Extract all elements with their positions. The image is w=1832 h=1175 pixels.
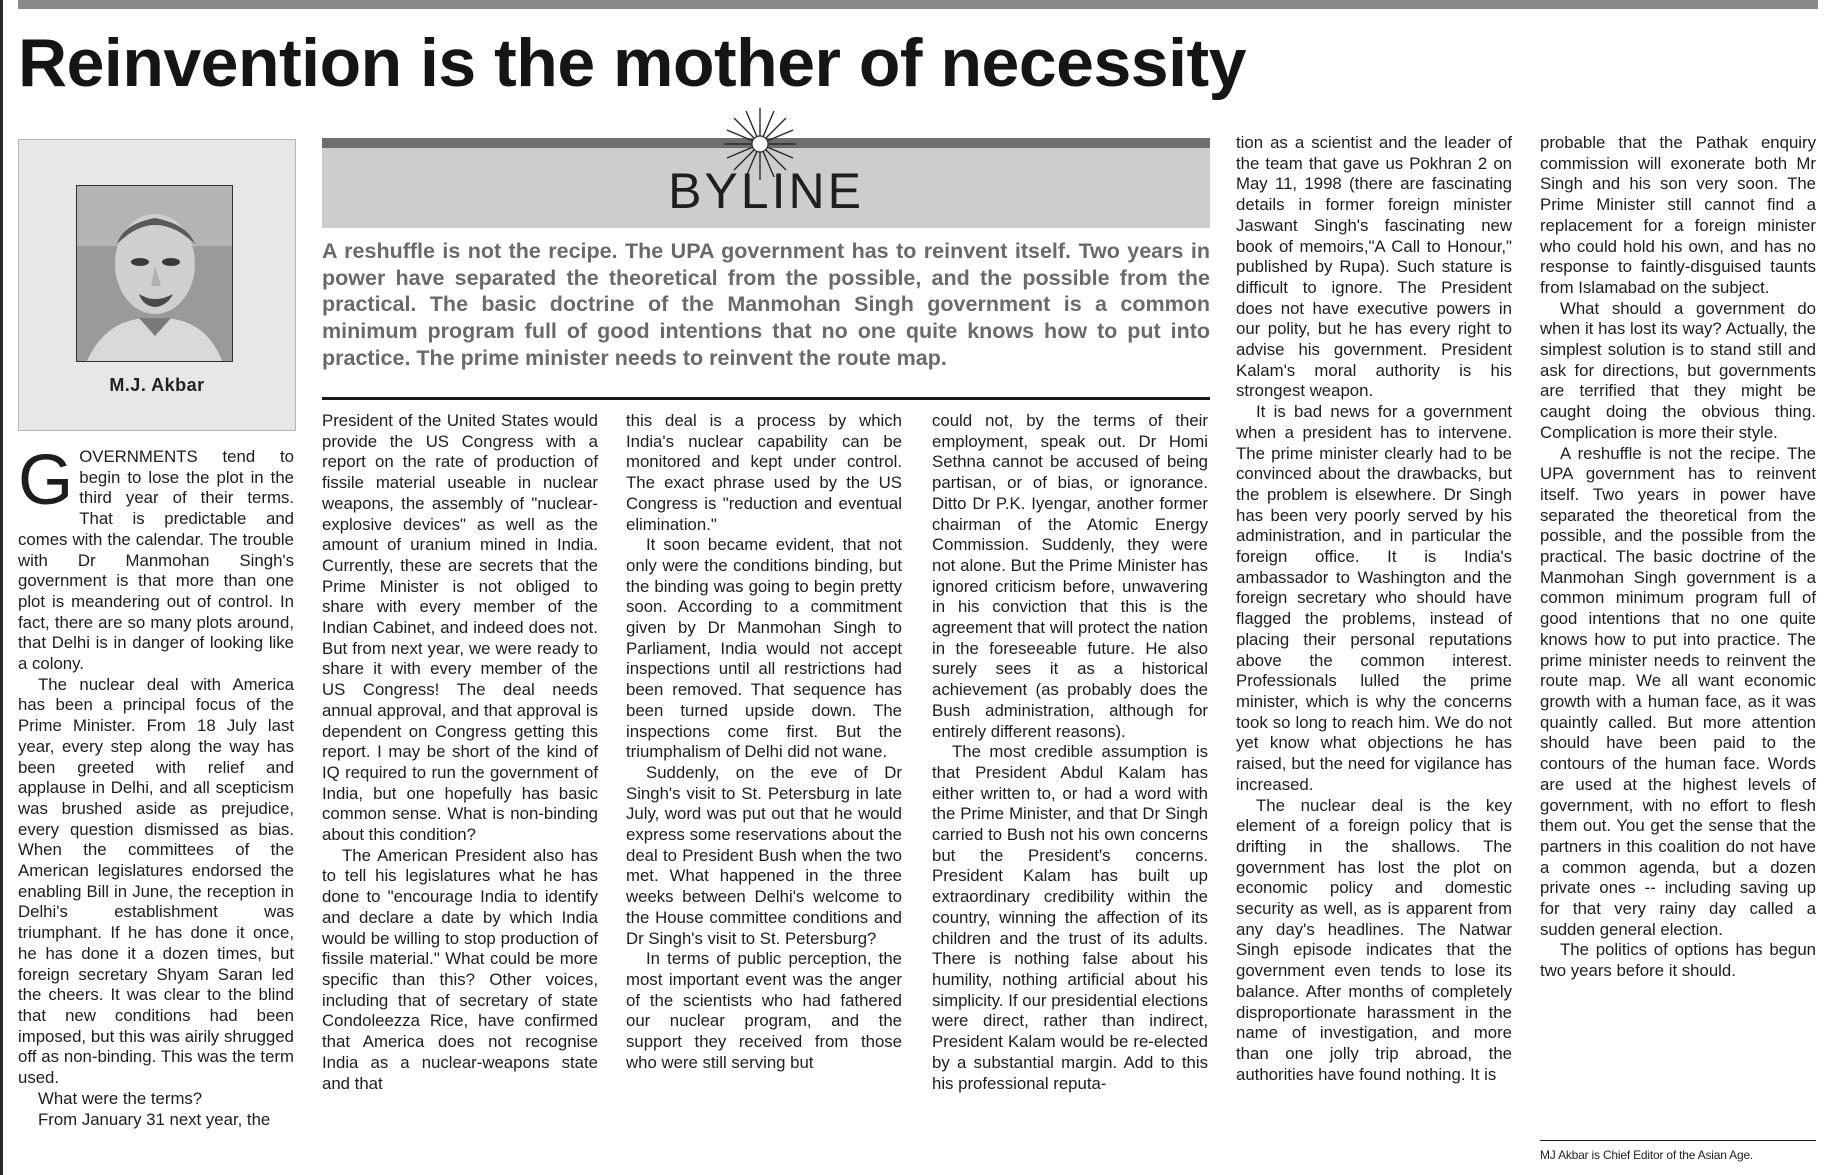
article-paragraph: this deal is a process by which India's nuclear capability can be monitored and kept under control. The exact phrase used by the US Congress is "reduction and eventual elimination." (626, 411, 902, 534)
headline: Reinvention is the mother of necessity (18, 25, 1246, 101)
top-rule (18, 0, 1818, 9)
article-column-1 (18, 441, 294, 1130)
article-paragraph: A reshuffle is not the recipe. The UPA government has to reinvent itself. Two years in power have separated the theoretical from the possible, and the possible from the practical. The basic doctrine of the Manmohan Singh government is a common minimum program full of good intentions that no one quite knows how to put into practice. The prime minister needs to reinvent the route map. We all want economic growth with a human face, as it was quaintly called. But more attention should have been paid to the contours of the human face. Words are used at the highest levels of government, with no effort to flesh them out. You get the sense that the partners in this coalition do not have a common agenda, but a dozen private ones -- including saving up for that very rainy day called a sudden general election. (1540, 443, 1816, 939)
author-footnote: MJ Akbar is Chief Editor of the Asian Age. (1540, 1148, 1754, 1162)
article-paragraph: Suddenly, on the eve of Dr Singh's visit to St. Petersburg in late July, word was put out that he would express some reservations about the deal to President Bush when the two met. What happened in the three weeks between Delhi's welcome to the House committee conditions and Dr Singh's visit to St. Petersburg? (626, 762, 902, 948)
article-column-3 (626, 411, 902, 1074)
paragraph-text: OVERNMENTS tend to begin to lose the plot in the third year of their terms. That is predictable and comes with the calendar. The trouble with Dr Manmohan Singh's government is that more than one plot is meandering out of control. In fact, there are so many plots around, that Delhi is in danger of looking like a colony. (18, 447, 294, 674)
article-column-2 (322, 411, 598, 1094)
article-column-6 (1540, 133, 1816, 982)
article-column-4 (932, 411, 1208, 1094)
author-box (18, 139, 296, 431)
author-portrait-image (77, 186, 232, 361)
article-paragraph: From January 31 next year, the (38, 1109, 271, 1129)
footnote-rule (1540, 1140, 1816, 1141)
article-paragraph: could not, by the terms of their employment, speak out. Dr Homi Sethna cannot be accused of being partisan, or of bias, or ignorance. Ditto Dr P.K. Iyengar, another former chairman of the Atomic Energy Commission. Suddenly, they were not alone. But the Prime Minister has ignored criticism before, unwavering in his conviction that this is the agreement that will protect the nation in the foreseeable future. He also surely sees it as a historical achievement (as probably does the Bush administration, although for entirely different reasons). (932, 411, 1208, 741)
article-paragraph: The nuclear deal with America has been a principal focus of the Prime Minister. From 18 July last year, every step along the way has been greeted with relief and applause in Delhi, and all scepticism was brushed aside as prejudice, every question dismissed as bias. When the committees of the American legislatures endorsed the enabling Bill in June, the reception in Delhi's establishment was triumphant. If he has done it once, he has done it a dozen times, but foreign secretary Shyam Saran led the cheers. It was clear to the blind that new conditions had been imposed, but this was airily shrugged off as non-binding. This was the term used. (18, 674, 294, 1088)
page-left-rule (0, 0, 3, 1175)
article-paragraph: The American President also has to tell his legislatures what he has done to "encourage India to identify and declare a date by which India would be willing to stop production of fissile material." What could be more specific than this? Other voices, including that of secretary of state Condoleezza Rice, have confirmed that America does not recognise India as a nuclear-weapons state and that (322, 845, 598, 1093)
article-paragraph: President of the United States would provide the US Congress with a report on the rate of production of fissile material useable in nuclear weapons, the assembly of "nuclear-explosive devices" as well as the amount of uranium mined in India. Currently, these are secrets that the Prime Minister is not obliged to share with every member of the Indian Cabinet, and indeed does not. But from next year, we were ready to share it with every member of the US Congress! The deal needs annual approval, and that approval is dependent on Congress getting this report. I may be short of the kind of IQ required to run the government of India, but one hopefully has basic common sense. What is non-binding about this condition? (322, 411, 598, 845)
article-paragraph: What were the terms? (38, 1088, 203, 1108)
author-name: M.J. Akbar (109, 375, 205, 395)
article-paragraph: In terms of public perception, the most important event was the anger of the scientists who had fathered our nuclear program, and the support they received from those who were still serving but (626, 949, 902, 1072)
article-paragraph: It soon became evident, that not only were the conditions binding, but the binding was going to begin pretty soon. According to a commitment given by Dr Manmohan Singh to Parliament, India would not accept inspections until all restrictions had been removed. That sequence has been turned upside down. The inspections come first. But the triumphalism of Delhi did not wane. (626, 535, 902, 762)
article-paragraph: The politics of options has begun two years before it should. (1540, 940, 1816, 981)
drop-cap: G (18, 441, 74, 520)
article-paragraph: tion as a scientist and the leader of the team that gave us Pokhran 2 on May 11, 1998 (there are fascinating details in former foreign minister Jaswant Singh's fascinating new book of memoirs,"A Call to Honour," published by Rupa). Such stature is difficult to ignore. The President does not have executive powers in our polity, but he has every right to advise his government. President Kalam's moral authority is his strongest weapon. (1236, 133, 1512, 401)
byline-logo: BYLINE (668, 163, 864, 219)
article-column-5 (1236, 133, 1512, 1085)
article-paragraph: It is bad news for a government when a president has to intervene. The prime minister clearly had to be convinced about the drawbacks, but the problem is elsewhere. Dr Singh has been very poorly served by his administration, and in particular the foreign office. It is India's ambassador to Washington and the foreign secretary who should have flagged the problems, instead of placing their personal reputations above the common interest. Professionals lulled the prime minister, which is why the concerns took so long to reach him. We do not yet know what objections he has raised, but the need for vigilance has increased. (1236, 402, 1512, 794)
article-paragraph: What should a government do when it has lost its way? Actually, the simplest solution is to stand still and ask for directions, but governments are terrified that they might be caught doing the obvious thing. Complication is more their style. (1540, 298, 1816, 442)
deck-summary: A reshuffle is not the recipe. The UPA government has to reinvent itself. Two years in power have separated the theoretical from the possible, and the possible from the practical. The basic doctrine of the Manmohan Singh government is a common minimum program full of good intentions that no one quite knows how to put into practice. The prime minister needs to reinvent the route map. (322, 239, 1210, 370)
article-paragraph: The most credible assumption is that President Abdul Kalam has either written to, or had a word with the Prime Minister, and that Dr Singh carried to Bush not his own concerns but the President's concerns. President Kalam has built up extraordinary credibility within the country, winning the affection of its children and the trust of its adults. There is nothing false about his humility, nothing artificial about his simplicity. If our presidential elections were direct, rather than indirect, President Kalam would be re-elected by a substantial margin. Add to this his professional reputa- (932, 742, 1208, 1093)
deck-rule (322, 397, 1210, 400)
article-paragraph (18, 441, 294, 675)
article-paragraph: probable that the Pathak enquiry commission will exonerate both Mr Singh and his son very soon. The Prime Minister still cannot find a replacement for a foreign minister who could hold his own, and has no response to faintly-disguised taunts from Islamabad on the subject. (1540, 133, 1816, 297)
author-photo (76, 185, 233, 362)
article-paragraph: The nuclear deal is the key element of a foreign policy that is drifting in the shallows. The government has lost the plot on economic policy and domestic security as well, as is apparent from any day's headlines. The Natwar Singh episode indicates that the government even tends to lose its balance. After months of completely disproportionate harassment in the name of investigation, and more than one jolly trip abroad, the authorities have found nothing. It is (1236, 795, 1512, 1084)
